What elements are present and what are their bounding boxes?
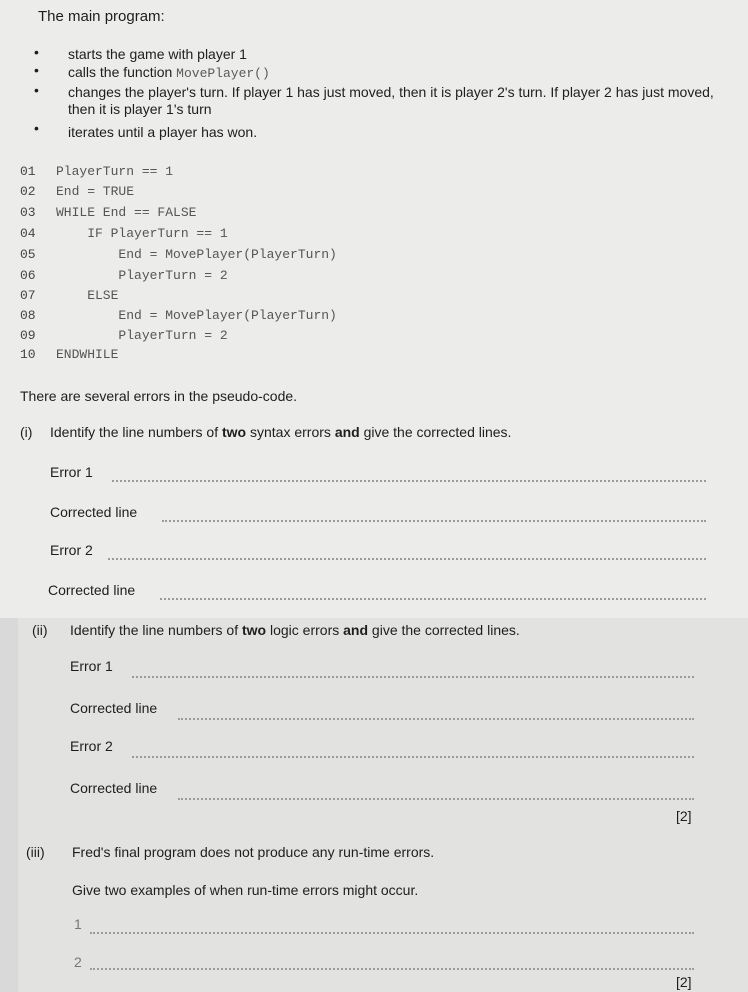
answer-number-1: 1 — [74, 916, 82, 932]
question-text: syntax errors — [246, 424, 335, 440]
question-label: (i) — [20, 424, 33, 440]
code-line — [20, 164, 173, 179]
answer-line-runtime-2[interactable] — [90, 968, 694, 970]
corrected-line-1-label: Corrected line — [50, 504, 138, 520]
intro-text: There are several errors in the pseudo-code. — [20, 388, 298, 404]
answer-line-logic-error-2[interactable] — [132, 756, 694, 758]
bullet-item — [68, 124, 738, 141]
marks-label: [2] — [676, 974, 692, 990]
code-text: IF PlayerTurn == 1 — [56, 226, 228, 241]
logic-corrected-2-label: Corrected line — [70, 780, 158, 796]
line-number: 08 — [20, 308, 36, 323]
question-text: logic errors — [266, 622, 344, 638]
logic-corrected-1-label: Corrected line — [70, 700, 158, 716]
code-line — [20, 347, 118, 362]
question-i — [20, 424, 511, 440]
question-label: (ii) — [32, 622, 48, 638]
logic-error-1-label: Error 1 — [70, 658, 113, 674]
line-number: 07 — [20, 288, 36, 303]
bullet-text: starts the game with player 1 — [68, 46, 247, 62]
code-text: PlayerTurn = 2 — [56, 328, 228, 343]
question-prompt: Give two examples of when run-time errors might occur. — [72, 882, 419, 898]
question-ii — [32, 622, 520, 638]
bottom-page-section — [18, 618, 748, 992]
question-emphasis: two — [222, 424, 247, 440]
main-program-title: The main program: — [38, 8, 165, 25]
question-text: Identify the line numbers of — [50, 424, 222, 440]
line-number: 01 — [20, 164, 36, 179]
code-text: PlayerTurn = 2 — [56, 268, 228, 283]
line-number: 10 — [20, 347, 36, 362]
line-number: 05 — [20, 247, 36, 262]
code-text: End = MovePlayer(PlayerTurn) — [56, 247, 337, 262]
code-text: End = MovePlayer(PlayerTurn) — [56, 308, 337, 323]
bullet-glyph: • — [34, 44, 39, 60]
code-line — [20, 288, 118, 303]
answer-line-error-2[interactable] — [108, 558, 706, 560]
corrected-line-2-label: Corrected line — [48, 582, 136, 598]
code-line — [20, 268, 228, 283]
bullet-glyph: • — [34, 120, 39, 136]
code-line — [20, 328, 228, 343]
line-number: 06 — [20, 268, 36, 283]
line-number: 03 — [20, 205, 36, 220]
bullet-code: MovePlayer() — [176, 66, 270, 81]
error-1-label: Error 1 — [50, 464, 93, 480]
code-line — [20, 184, 134, 199]
code-line — [20, 226, 228, 241]
code-line — [20, 205, 196, 220]
answer-line-runtime-1[interactable] — [90, 932, 694, 934]
line-number: 02 — [20, 184, 36, 199]
answer-line-corrected-2[interactable] — [160, 598, 706, 600]
line-number: 09 — [20, 328, 36, 343]
code-text: End = TRUE — [56, 184, 135, 199]
question-label: (iii) — [26, 844, 45, 860]
question-emphasis: two — [242, 622, 267, 638]
error-2-label: Error 2 — [50, 542, 93, 558]
answer-line-logic-corrected-2[interactable] — [178, 798, 694, 800]
answer-line-logic-corrected-1[interactable] — [178, 718, 694, 720]
question-text: give the corrected lines. — [359, 424, 512, 440]
marks-label: [2] — [676, 808, 692, 824]
code-text: ENDWHILE — [56, 347, 119, 362]
bullet-item — [68, 46, 738, 63]
code-text: PlayerTurn == 1 — [56, 164, 174, 179]
question-emphasis: and — [343, 622, 369, 638]
question-iii — [26, 844, 434, 860]
answer-line-corrected-1[interactable] — [162, 520, 706, 522]
bullet-text: calls the function — [68, 64, 177, 80]
code-line — [20, 308, 337, 323]
bullet-text: iterates until a player has won. — [68, 124, 258, 140]
line-number: 04 — [20, 226, 36, 241]
answer-line-error-1[interactable] — [112, 480, 706, 482]
code-text: WHILE End == FALSE — [56, 205, 197, 220]
code-line — [20, 247, 337, 262]
bullet-item — [68, 84, 740, 118]
answer-line-logic-error-1[interactable] — [132, 676, 694, 678]
bullet-text: changes the player's turn. If player 1 has just moved, then it is player 2's turn. If player 2 has just moved, then it is player 1's turn — [68, 84, 714, 117]
bullet-glyph: • — [34, 62, 39, 78]
question-emphasis: and — [334, 424, 360, 440]
bullet-glyph: • — [34, 82, 39, 98]
question-text: give the corrected lines. — [368, 622, 520, 638]
question-text: Fred's final program does not produce any run-time errors. — [72, 844, 435, 860]
answer-number-2: 2 — [74, 954, 82, 970]
question-text: Identify the line numbers of — [70, 622, 242, 638]
logic-error-2-label: Error 2 — [70, 738, 113, 754]
code-text: ELSE — [56, 288, 119, 303]
bullet-item — [68, 64, 738, 82]
